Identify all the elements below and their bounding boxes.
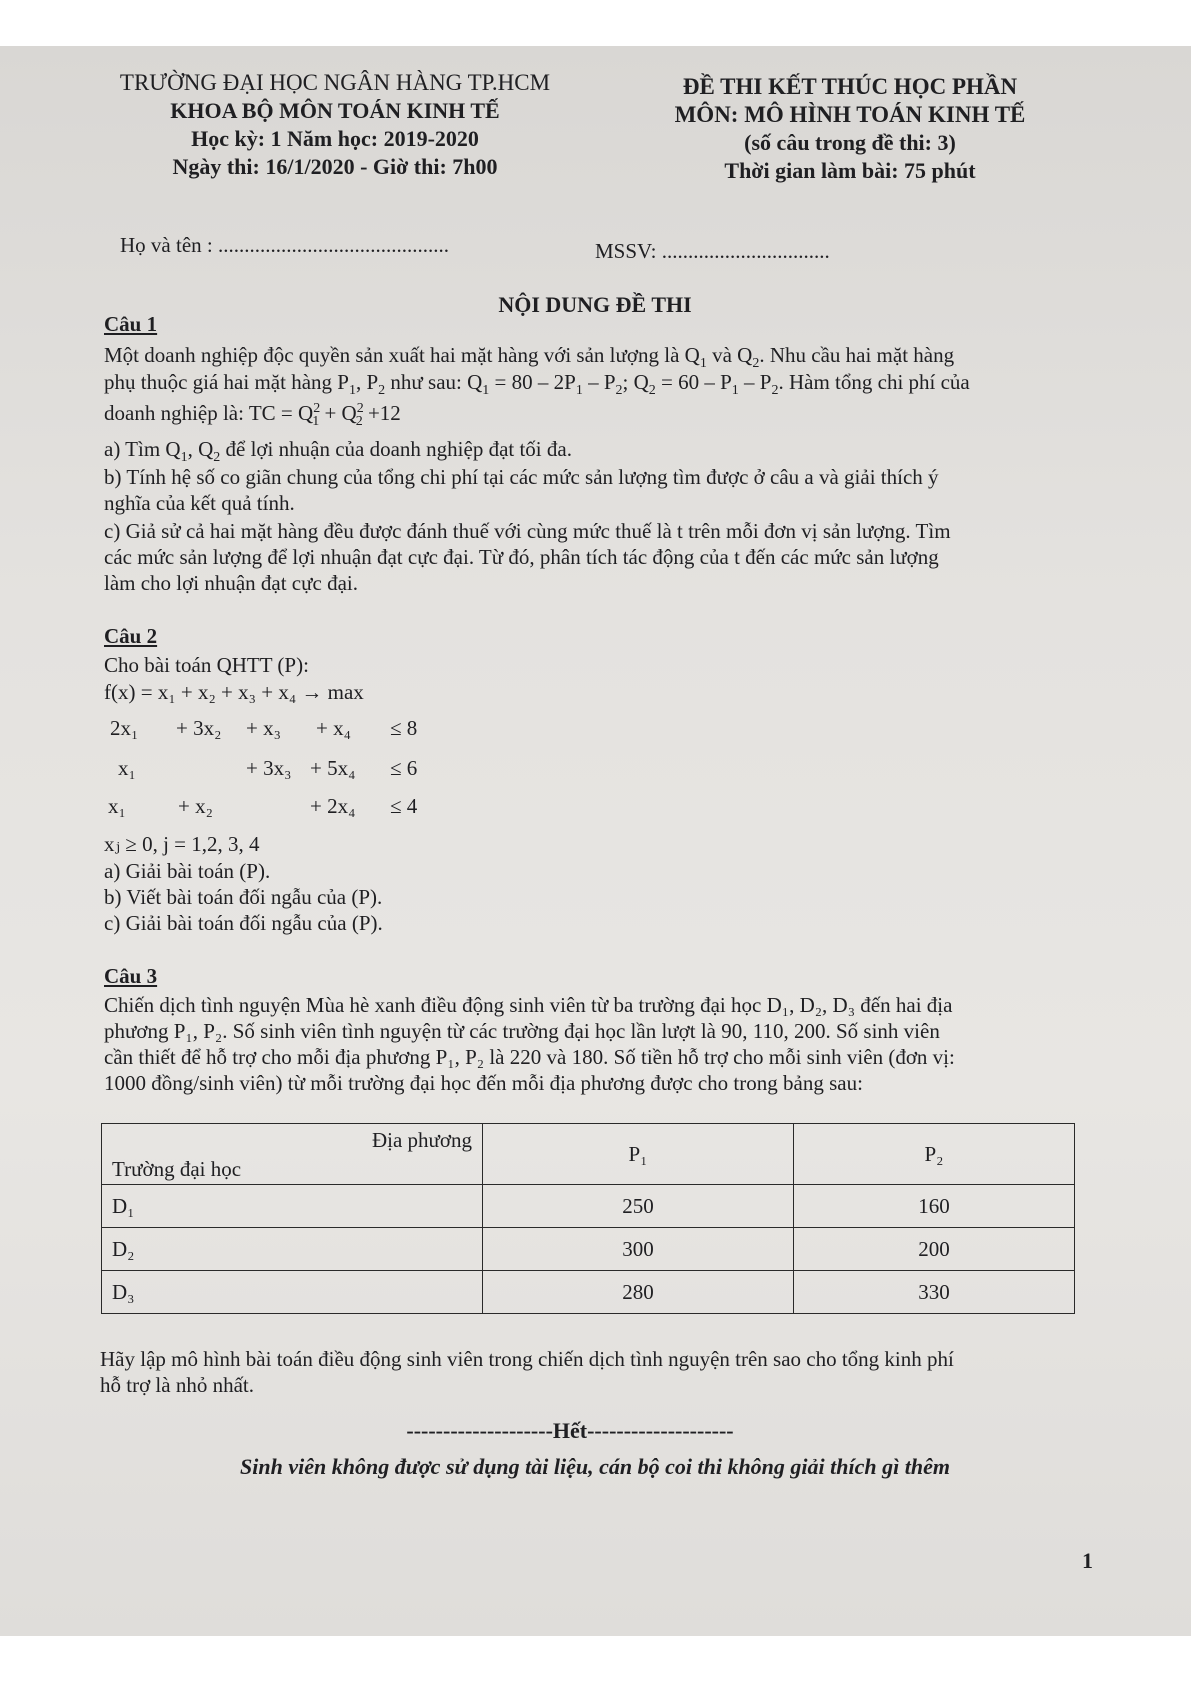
table-row — [102, 1228, 1075, 1271]
cell-value: 280 — [483, 1271, 794, 1314]
q1-line-2: phụ thuộc giá hai mặt hàng $P_1$, $P_2$ như sau: $Q_1 = 80 - 2P_1 - P_2$; $Q_2 = 60 - P_1 - P_2$. Hàm tổng chi phí của — [104, 370, 970, 399]
corner-header-cell — [102, 1124, 483, 1185]
q1-part-c-2: các mức sản lượng để lợi nhuận đạt cực đại. Từ đó, phân tích tác động của t đến các mức sản lượng — [104, 545, 939, 569]
c2-rhs: ≤ 6 — [390, 756, 418, 780]
cell-value: 330 — [794, 1271, 1075, 1314]
exam-paper — [0, 46, 1191, 1636]
row-name: D₂ — [102, 1228, 483, 1271]
c2-term-1: x₁ — [118, 756, 136, 780]
table-header-row — [102, 1124, 1075, 1185]
q2-nonnegativity: xⱼ ≥ 0, j = 1,2, 3, 4 — [104, 832, 260, 856]
university-name: TRƯỜNG ĐẠI HỌC NGÂN HÀNG TP.HCM — [119, 70, 551, 95]
q2-objective: f(x) = x₁ + x₂ + x₃ + x₄ → max — [104, 680, 364, 704]
row-name: D₁ — [102, 1185, 483, 1228]
end-marker: --------------------Hết-------------------- — [406, 1418, 734, 1443]
c1-term-2: + 3x₂ — [176, 716, 222, 740]
student-name-field: Họ và tên : ............................................ — [120, 233, 449, 257]
q1-part-c-3: làm cho lợi nhuận đạt cực đại. — [104, 571, 358, 595]
q2-part-a: a) Giải bài toán (P). — [104, 859, 271, 883]
q3-paragraph-1: Chiến dịch tình nguyện Mùa hè xanh điều động sinh viên từ ba trường đại học D₁, D₂, D₃ đến hai địa — [104, 993, 953, 1017]
q3-task-2: hỗ trợ là nhỏ nhất. — [100, 1373, 254, 1397]
exam-note: Sinh viên không được sử dụng tài liệu, cán bộ coi thi không giải thích gì thêm — [240, 1454, 950, 1479]
c2-term-3: + 3x₃ — [246, 756, 292, 780]
c1-term-1: 2x₁ — [110, 716, 139, 740]
cell-value: 250 — [483, 1185, 794, 1228]
q3-paragraph-4: 1000 đồng/sinh viên) từ mỗi trường đại học đến mỗi địa phương được cho trong bảng sau: — [104, 1071, 863, 1095]
col-header-p2: P₂ — [794, 1124, 1075, 1185]
q2-part-c: c) Giải bài toán đối ngẫu của (P). — [104, 911, 383, 935]
semester-info: Học kỳ: 1 Năm học: 2019-2020 — [191, 126, 479, 151]
department-name: KHOA BỘ MÔN TOÁN KINH TẾ — [170, 98, 500, 123]
page-number: 1 — [1082, 1548, 1093, 1573]
c1-term-4: + x₄ — [316, 716, 351, 740]
row-name: D₃ — [102, 1271, 483, 1314]
question-3-title: Câu 3 — [104, 964, 158, 988]
q1-part-b-2: nghĩa của kết quả tính. — [104, 491, 295, 515]
row-header-label: Trường đại học — [112, 1157, 242, 1181]
constraint-row-1 — [0, 716, 500, 746]
cell-value: 160 — [794, 1185, 1075, 1228]
cell-value: 200 — [794, 1228, 1075, 1271]
q1-total-cost: doanh nghiệp là: TC = $Q^2_1 + Q^2_2 +12$ — [104, 401, 401, 430]
content-title: NỘI DUNG ĐỀ THI — [498, 292, 692, 317]
question-count: (số câu trong đề thi: 3) — [744, 130, 956, 155]
cost-table — [101, 1123, 1075, 1314]
q1-line-1: Một doanh nghiệp độc quyền sản xuất hai mặt hàng với sản lượng là $Q_1$ và $Q_2$. Nhu cầu hai mặt hàng — [104, 343, 955, 372]
constraint-row-2 — [0, 756, 500, 786]
cell-value: 300 — [483, 1228, 794, 1271]
exam-date: Ngày thi: 16/1/2020 - Giờ thi: 7h00 — [172, 154, 498, 179]
q2-intro: Cho bài toán QHTT (P): — [104, 653, 309, 677]
constraint-row-3 — [0, 794, 500, 824]
c3-term-1: x₁ — [108, 794, 126, 818]
c2-term-4: + 5x₄ — [310, 756, 356, 780]
c1-rhs: ≤ 8 — [390, 716, 418, 740]
q2-part-b: b) Viết bài toán đối ngẫu của (P). — [104, 885, 383, 909]
c1-term-3: + x₃ — [246, 716, 281, 740]
table-row — [102, 1185, 1075, 1228]
q3-paragraph-3: cần thiết để hỗ trợ cho mỗi địa phương P₁, P₂ là 220 và 180. Số tiền hỗ trợ cho mỗi sinh viên (đơn vị: — [104, 1045, 955, 1069]
q1-part-c-1: c) Giả sử cả hai mặt hàng đều được đánh thuế với cùng mức thuế là t trên mỗi đơn vị sản lượng. Tìm — [104, 519, 951, 543]
c3-rhs: ≤ 4 — [390, 794, 418, 818]
student-id-field: MSSV: ................................ — [595, 239, 830, 263]
exam-title: ĐỀ THI KẾT THÚC HỌC PHẦN — [682, 74, 1018, 99]
c3-term-4: + 2x₄ — [310, 794, 356, 818]
exam-duration: Thời gian làm bài: 75 phút — [724, 158, 976, 183]
q3-task-1: Hãy lập mô hình bài toán điều động sinh viên trong chiến dịch tình nguyện trên sao cho tổng kinh phí — [100, 1347, 954, 1371]
q3-paragraph-2: phương P₁, P₂. Số sinh viên tình nguyện từ các trường đại học lần lượt là 90, 110, 200. Số sinh viên — [104, 1019, 940, 1043]
table-row — [102, 1271, 1075, 1314]
q1-part-a: a) Tìm $Q_1$, $Q_2$ để lợi nhuận của doanh nghiệp đạt tối đa. — [104, 437, 572, 466]
col-header-p1: P₁ — [483, 1124, 794, 1185]
subject-title: MÔN: MÔ HÌNH TOÁN KINH TẾ — [674, 102, 1026, 127]
c3-term-2: + x₂ — [178, 794, 213, 818]
q1-part-b-1: b) Tính hệ số co giãn chung của tổng chi phí tại các mức sản lượng tìm được ở câu a và giải thích ý — [104, 465, 939, 489]
question-1-title: Câu 1 — [104, 312, 158, 336]
question-2-title: Câu 2 — [104, 624, 158, 648]
col-header-label: Địa phương — [371, 1128, 472, 1152]
